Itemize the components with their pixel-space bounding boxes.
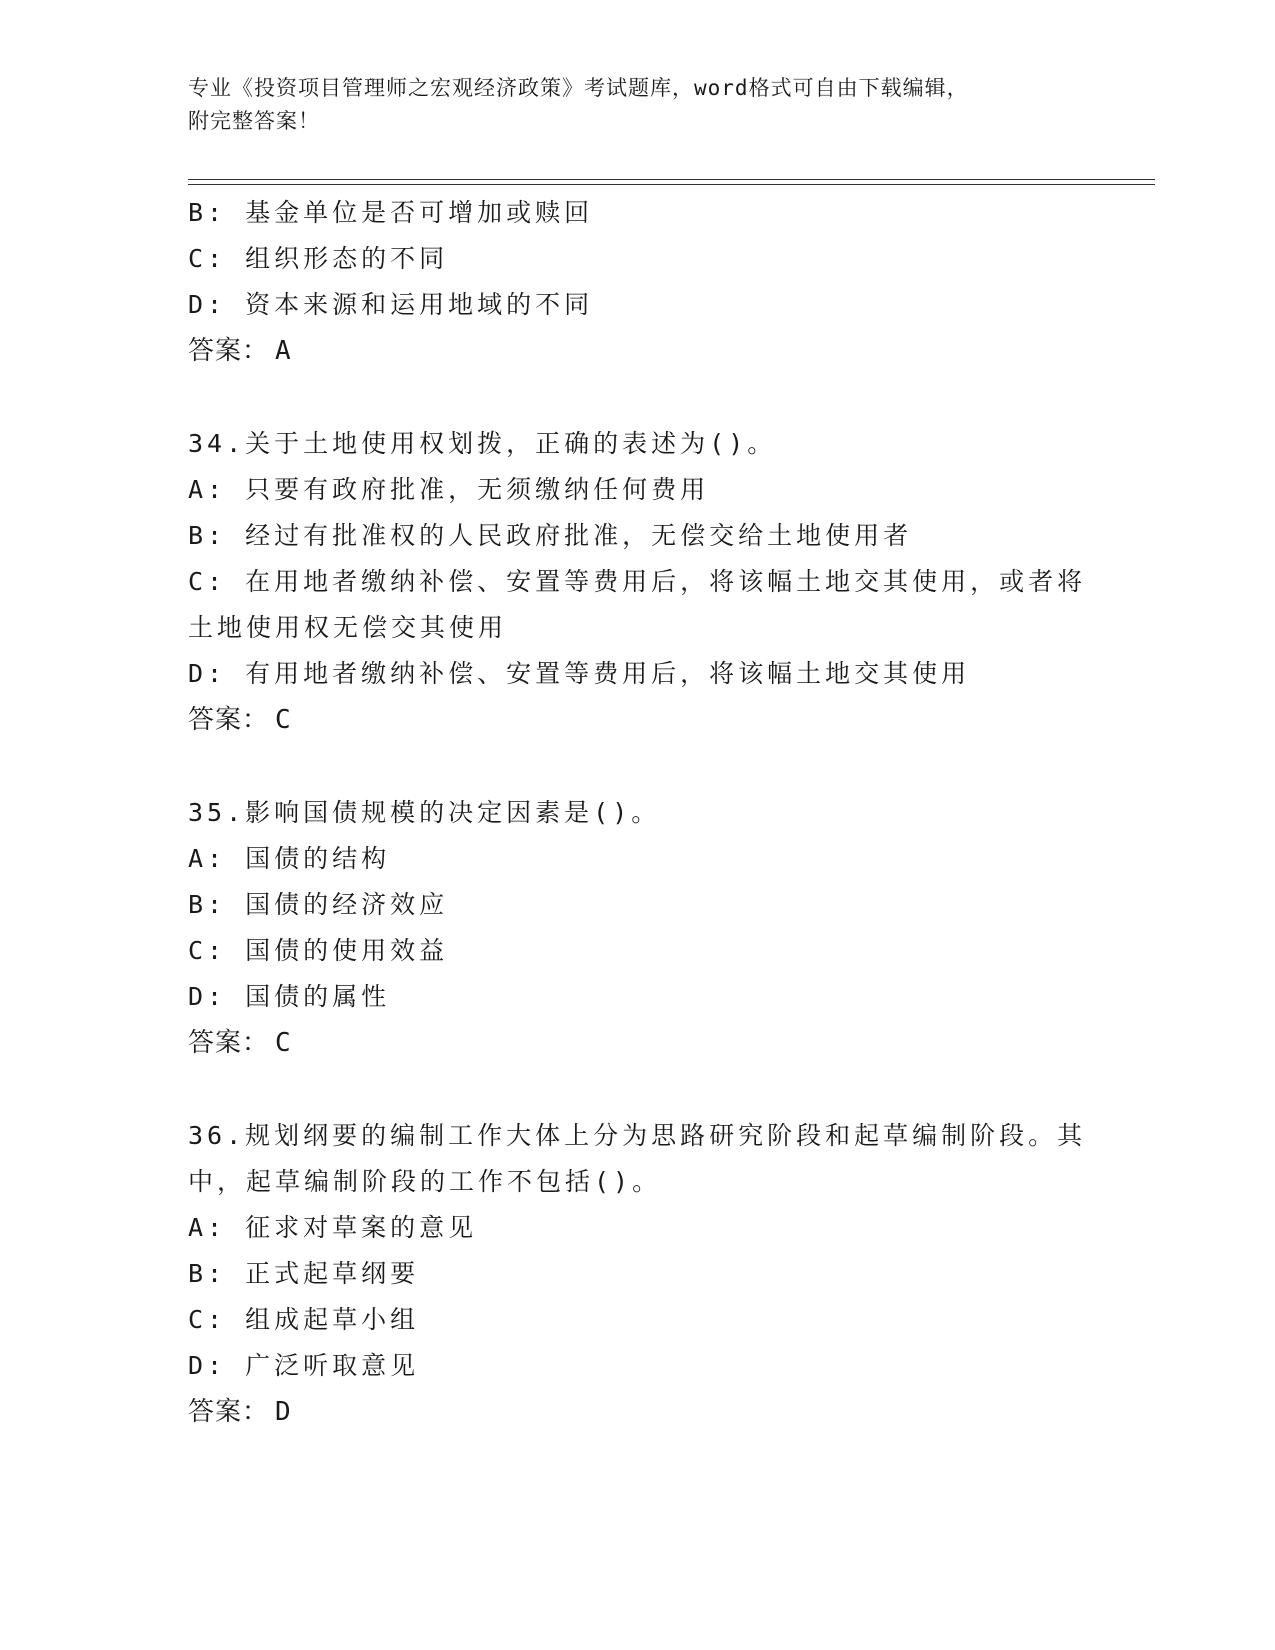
option-c: C: 国债的使用效益 (188, 936, 449, 965)
answer-label: 答案： (188, 336, 270, 366)
option-d: D: 国债的属性 (188, 982, 391, 1011)
spacer (188, 1066, 1088, 1113)
option-b: B: 国债的经济效应 (188, 890, 449, 919)
answer-label: 答案： (188, 1397, 270, 1427)
spacer (188, 743, 1088, 790)
option-a: A: 征求对草案的意见 (188, 1213, 478, 1242)
question-stem: 36.规划纲要的编制工作大体上分为思路研究阶段和起草编制阶段。其 (188, 1121, 1087, 1150)
question-34 (188, 421, 1088, 743)
answer-line (188, 328, 1088, 374)
option-a: A: 只要有政府批准，无须缴纳任何费用 (188, 475, 710, 504)
answer-value: D (275, 1397, 292, 1427)
option-c: C: 在用地者缴纳补偿、安置等费用后，将该幅土地交其使用，或者将 (188, 567, 1087, 596)
option-c-continued: 土地使用权无偿交其使用 (188, 613, 508, 642)
option-b: B: 基金单位是否可增加或赎回 (188, 198, 594, 227)
spacer (188, 374, 1088, 421)
answer-line (188, 1389, 1088, 1435)
question-stem: 35.影响国债规模的决定因素是()。 (188, 798, 661, 827)
option-b: B: 经过有批准权的人民政府批准，无偿交给土地使用者 (188, 521, 913, 550)
option-d: D: 广泛听取意见 (188, 1351, 420, 1380)
header-divider-top (188, 179, 1155, 180)
document-header (188, 72, 1088, 138)
question-stem-continued: 中，起草编制阶段的工作不包括()。 (188, 1167, 662, 1196)
option-d: D: 资本来源和运用地域的不同 (188, 290, 594, 319)
header-line-2: 附完整答案！ (188, 109, 320, 133)
option-b: B: 正式起草纲要 (188, 1259, 420, 1288)
answer-value: A (275, 336, 292, 366)
question-stem: 34.关于土地使用权划拨，正确的表述为()。 (188, 429, 777, 458)
answer-line (188, 1020, 1088, 1066)
question-35 (188, 790, 1088, 1066)
header-line-1: 专业《投资项目管理师之宏观经济政策》考试题库，word格式可自由下载编辑， (188, 76, 969, 100)
option-c: C: 组成起草小组 (188, 1305, 420, 1334)
header-divider-bottom (188, 184, 1155, 185)
question-list (188, 190, 1088, 1435)
option-c: C: 组织形态的不同 (188, 244, 449, 273)
answer-label: 答案： (188, 705, 270, 735)
option-d: D: 有用地者缴纳补偿、安置等费用后，将该幅土地交其使用 (188, 659, 971, 688)
answer-value: C (275, 705, 292, 735)
question-36 (188, 1113, 1088, 1435)
answer-line (188, 697, 1088, 743)
option-a: A: 国债的结构 (188, 844, 391, 873)
answer-value: C (275, 1028, 292, 1058)
question-33-continuation (188, 190, 1088, 374)
answer-label: 答案： (188, 1028, 270, 1058)
